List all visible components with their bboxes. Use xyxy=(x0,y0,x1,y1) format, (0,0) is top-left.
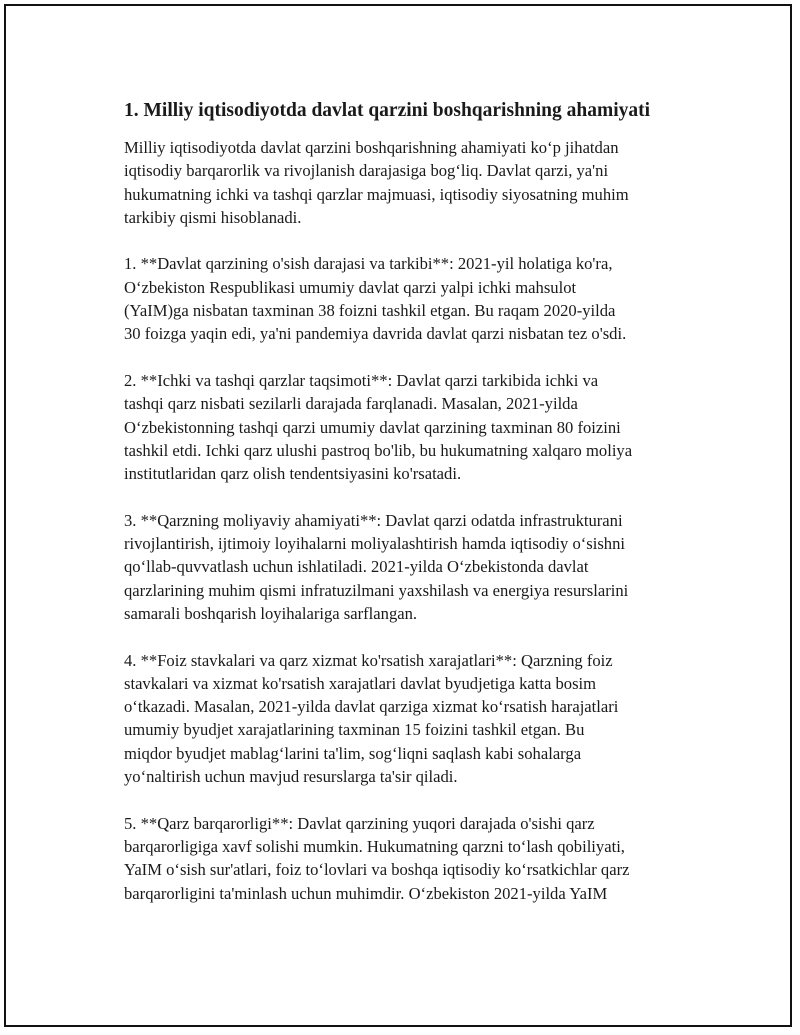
intro-paragraph: Milliy iqtisodiyotda davlat qarzini boshqarishning ahamiyati ko‘p jihatdan iqtisodiy barqarorlik va rivojlanish darajasiga bog‘liq. Davlat qarzi, ya'ni hukumatning ichki va tashqi qarzlar majmuasi, iqtisodiy siyosatning muhim tarkibiy qismi hisoblanadi. xyxy=(124,138,629,227)
list-item-debt-growth: 1. **Davlat qarzining o'sish darajasi va tarkibi**: 2021-yil holatiga ko'ra, O‘zbekiston Respublikasi umumiy davlat qarzi yalpi ichki mahsulot (YaIM)ga nisbatan taxminan 38 foizni tashkil etgan. Bu raqam 2020-yilda 30 foizga yaqin edi, ya'ni pandemiya davrida davlat qarzi nisbatan tez o'sdi. xyxy=(124,254,627,344)
list-item-debt-sustainability: 5. **Qarz barqarorligi**: Davlat qarzining yuqori darajada o'sishi qarz barqarorligiga xavf solishi mumkin. Hukumatning qarzni to‘lash qobiliyati, YaIM o‘sish sur'atlari, foiz to‘lovlari va boshqa iqtisodiy ko‘rsatkichlar qarz barqarorligini ta'minlash uchun muhimdir. O‘zbekiston 2021-yilda YaIM xyxy=(124,813,630,903)
page-frame xyxy=(4,4,792,1027)
list-item-debt-composition: 2. **Ichki va tashqi qarzlar taqsimoti**: Davlat qarzi tarkibida ichki va tashqi qarz nisbati sezilarli darajada farqlanadi. Masalan, 2021-yilda O‘zbekistonning tashqi qarzi umumiy davlat qarzining taxminan 80 foizini tashkil etdi. Ichki qarz ulushi pastroq bo'lib, bu hukumatning xalqaro moliya institutlaridan qarz olish tendentsiyasini ko'rsatadi. xyxy=(124,370,633,484)
list-item-financial-importance: 3. **Qarzning moliyaviy ahamiyati**: Davlat qarzi odatda infrastrukturani rivojlantirish, ijtimoiy loyihalarni moliyalashtirish hamda iqtisodiy o‘sishni qo‘llab-quvvatlash uchun ishlatiladi. 2021-yilda O‘zbekistonda davlat qarzlarining muhim qismi infratuzilmani yaxshilash va energiya resurslarini samarali boshqarish loyihalariga sarflangan. xyxy=(124,510,629,623)
list-item-interest-rates: 4. **Foiz stavkalari va qarz xizmat ko'rsatish xarajatlari**: Qarzning foiz stavkalari va xizmat ko'rsatish xarajatlari davlat byudjetiga katta bosim o‘tkazadi. Masalan, 2021-yilda davlat qarziga xizmat ko‘rsatish harajatlari umumiy byudjet xarajatlarining taxminan 15 foizini tashkil etgan. Bu miqdor byudjet mablag‘larini ta'lim, sog‘liqni saqlash kabi sohalarga yo‘naltirish uchun mavjud resurslarga ta'sir qiladi. xyxy=(124,650,619,787)
document-body xyxy=(124,98,704,928)
section-heading: 1. Milliy iqtisodiyotda davlat qarzini boshqarishning ahamiyati xyxy=(124,100,651,121)
